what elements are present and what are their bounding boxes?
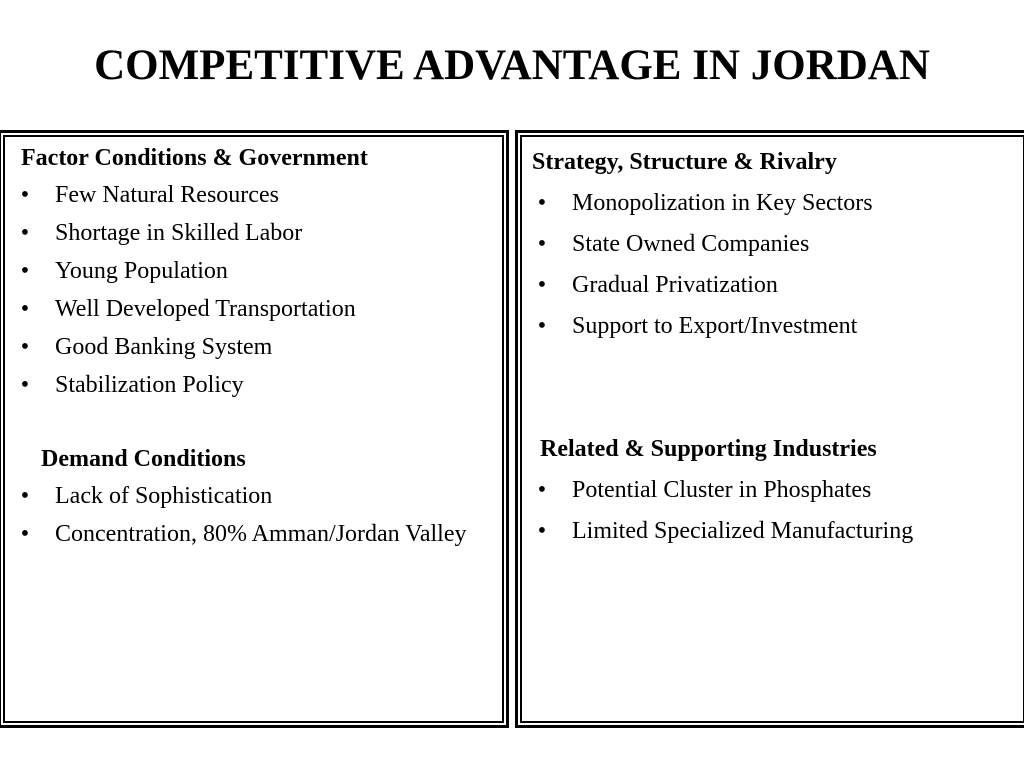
factor-conditions-heading: Factor Conditions & Government (21, 145, 368, 171)
list-item-text: Shortage in Skilled Labor (55, 220, 303, 246)
demand-conditions-list (15, 481, 485, 550)
bullet-icon: • (20, 258, 30, 284)
demand-conditions-heading: Demand Conditions (41, 446, 246, 472)
list-item (532, 188, 1012, 229)
list-item (15, 481, 485, 519)
list-item (15, 370, 485, 408)
bullet-icon: • (20, 483, 30, 509)
list-item-text: Lack of Sophistication (55, 483, 273, 509)
list-item-text: Stabilization Policy (55, 372, 244, 398)
list-item-text: Well Developed Transportation (55, 296, 356, 322)
list-item-text: Concentration, 80% Amman/Jordan Valley (55, 521, 467, 547)
bullet-icon: • (537, 477, 547, 503)
list-item (532, 475, 1012, 516)
strategy-list (532, 188, 1012, 352)
list-item-text: Limited Specialized Manufacturing (572, 518, 914, 544)
list-item-text: Few Natural Resources (55, 182, 279, 208)
left-panel (0, 130, 509, 728)
list-item-text: Support to Export/Investment (572, 313, 858, 339)
bullet-icon: • (20, 372, 30, 398)
list-item (532, 311, 1012, 352)
list-item-text: Monopolization in Key Sectors (572, 190, 873, 216)
related-industries-list (532, 475, 1012, 557)
strategy-structure-rivalry-heading: Strategy, Structure & Rivalry (532, 149, 837, 175)
slide-title: COMPETITIVE ADVANTAGE IN JORDAN (94, 42, 930, 89)
bullet-icon: • (537, 190, 547, 216)
right-panel (515, 130, 1024, 728)
list-item (532, 229, 1012, 270)
list-item-text: Potential Cluster in Phosphates (572, 477, 872, 503)
bullet-icon: • (537, 231, 547, 257)
factor-conditions-list (15, 180, 485, 408)
list-item (15, 294, 485, 332)
list-item (15, 180, 485, 218)
related-supporting-industries-heading: Related & Supporting Industries (540, 436, 877, 462)
list-item (15, 256, 485, 294)
list-item-text: State Owned Companies (572, 231, 810, 257)
bullet-icon: • (20, 220, 30, 246)
list-item (15, 218, 485, 256)
bullet-icon: • (537, 313, 547, 339)
bullet-icon: • (537, 518, 547, 544)
bullet-icon: • (20, 521, 30, 547)
bullet-icon: • (20, 296, 30, 322)
bullet-icon: • (20, 334, 30, 360)
list-item (15, 519, 485, 550)
list-item-text: Young Population (55, 258, 228, 284)
list-item (15, 332, 485, 370)
list-item (532, 270, 1012, 311)
list-item-text: Gradual Privatization (572, 272, 778, 298)
list-item-text: Good Banking System (55, 334, 273, 360)
bullet-icon: • (537, 272, 547, 298)
bullet-icon: • (20, 182, 30, 208)
list-item (532, 516, 1012, 557)
